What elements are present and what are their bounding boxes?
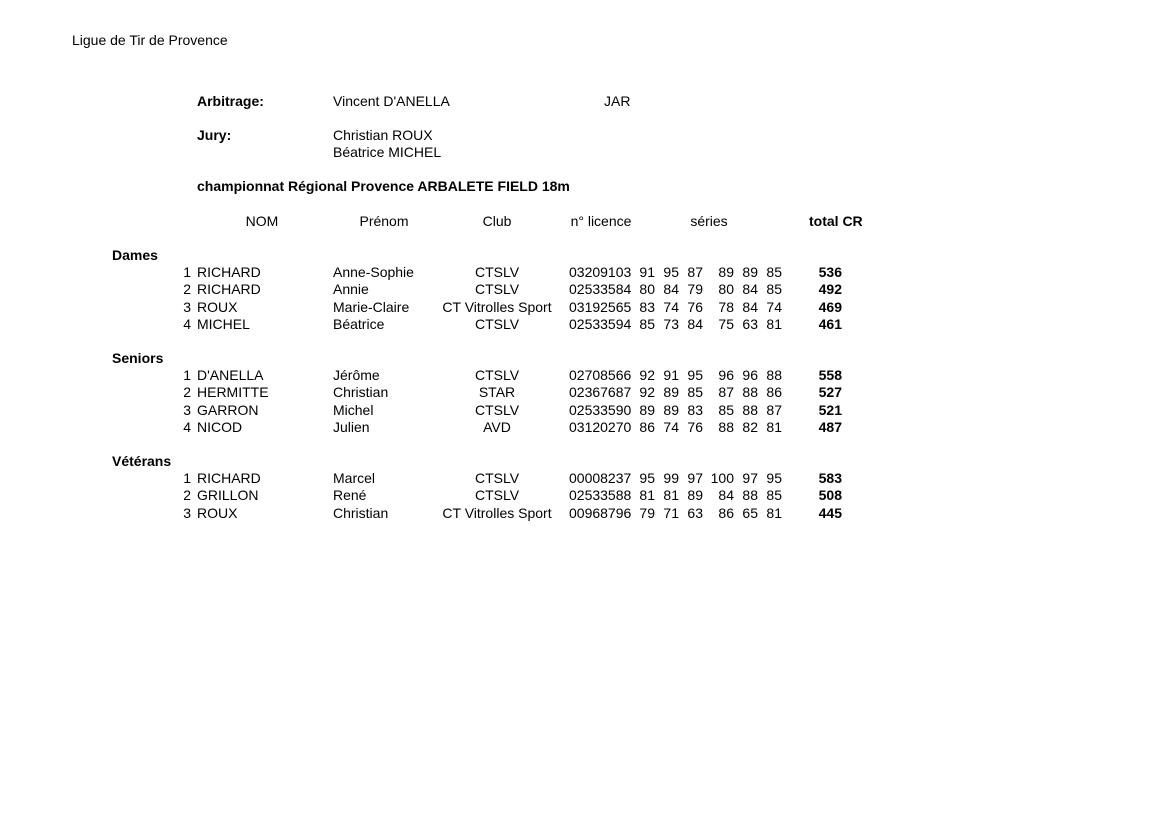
series-score-cell: 88 [718, 419, 734, 435]
club-cell: STAR [478, 384, 516, 400]
series-score-cell: 76 [687, 419, 703, 435]
total-cell: 521 [818, 402, 842, 418]
series-score-cell: 80 [718, 281, 734, 297]
prenom-cell: René [333, 487, 367, 503]
competition-title: championnat Régional Provence ARBALETE FIELD 18m [197, 178, 570, 194]
series-score-cell: 81 [663, 487, 679, 503]
rank-cell: 4 [183, 316, 191, 332]
series-score-cell: 81 [766, 316, 782, 332]
prenom-cell: Annie [333, 281, 369, 297]
rank-cell: 3 [183, 402, 191, 418]
series-score-cell: 84 [742, 281, 758, 297]
licence-cell: 02708566 [569, 367, 632, 383]
series-score-cell: 95 [639, 470, 655, 486]
series-score-cell: 88 [742, 384, 758, 400]
col-header-series: séries [690, 213, 728, 229]
licence-cell: 02533588 [569, 487, 632, 503]
series-score-cell: 85 [687, 384, 703, 400]
series-score-cell: 65 [742, 505, 758, 521]
series-score-cell: 81 [766, 419, 782, 435]
series-score-cell: 92 [639, 384, 655, 400]
total-cell: 527 [818, 384, 842, 400]
series-score-cell: 84 [663, 281, 679, 297]
series-score-cell: 95 [766, 470, 782, 486]
org-header: Ligue de Tir de Provence [72, 32, 228, 48]
total-cell: 492 [818, 281, 842, 297]
licence-cell: 02533590 [569, 402, 632, 418]
club-cell: CT Vitrolles Sport [442, 299, 552, 315]
arbitrage-name: Vincent D'ANELLA [333, 93, 450, 109]
total-cell: 508 [818, 487, 842, 503]
series-score-cell: 85 [766, 264, 782, 280]
series-score-cell: 88 [742, 402, 758, 418]
licence-cell: 00008237 [569, 470, 632, 486]
category-title: Seniors [112, 350, 164, 366]
series-score-cell: 85 [718, 402, 734, 418]
series-score-cell: 85 [766, 281, 782, 297]
jury-member: Christian ROUX [333, 127, 433, 143]
series-score-cell: 86 [766, 384, 782, 400]
series-score-cell: 92 [639, 367, 655, 383]
series-score-cell: 95 [687, 367, 703, 383]
series-score-cell: 96 [742, 367, 758, 383]
rank-cell: 2 [183, 281, 191, 297]
total-cell: 461 [818, 316, 842, 332]
nom-cell: HERMITTE [197, 384, 269, 400]
series-score-cell: 79 [639, 505, 655, 521]
series-score-cell: 99 [663, 470, 679, 486]
nom-cell: RICHARD [197, 281, 261, 297]
club-cell: CTSLV [474, 367, 520, 383]
series-score-cell: 89 [639, 402, 655, 418]
nom-cell: RICHARD [197, 470, 261, 486]
category-title: Dames [112, 247, 158, 263]
nom-cell: ROUX [197, 505, 238, 521]
club-cell: AVD [483, 419, 511, 435]
col-header-prenom: Prénom [359, 213, 409, 229]
rank-cell: 3 [183, 299, 191, 315]
series-score-cell: 87 [687, 264, 703, 280]
nom-cell: MICHEL [197, 316, 250, 332]
series-score-cell: 97 [742, 470, 758, 486]
arbitrage-label: Arbitrage: [197, 93, 264, 109]
col-header-nom: NOM [245, 213, 279, 229]
arbitrage-role: JAR [604, 93, 631, 109]
jury-member: Béatrice MICHEL [333, 144, 442, 160]
nom-cell: RICHARD [197, 264, 261, 280]
jury-label: Jury: [197, 127, 232, 143]
series-score-cell: 89 [663, 384, 679, 400]
total-cell: 558 [818, 367, 842, 383]
series-score-cell: 96 [718, 367, 734, 383]
club-cell: CTSLV [474, 487, 520, 503]
series-score-cell: 91 [639, 264, 655, 280]
series-score-cell: 63 [687, 505, 703, 521]
col-header-licence: n° licence [570, 213, 632, 229]
prenom-cell: Anne-Sophie [333, 264, 414, 280]
col-header-total: total CR [809, 213, 863, 229]
licence-cell: 02533594 [569, 316, 632, 332]
series-score-cell: 87 [766, 402, 782, 418]
series-score-cell: 89 [663, 402, 679, 418]
series-score-cell: 91 [663, 367, 679, 383]
nom-cell: ROUX [197, 299, 238, 315]
club-cell: CTSLV [474, 316, 520, 332]
series-score-cell: 86 [718, 505, 734, 521]
total-cell: 445 [818, 505, 842, 521]
series-score-cell: 87 [718, 384, 734, 400]
series-score-cell: 97 [687, 470, 703, 486]
series-score-cell: 81 [766, 505, 782, 521]
series-score-cell: 73 [663, 316, 679, 332]
nom-cell: NICOD [197, 419, 243, 435]
prenom-cell: Marcel [333, 470, 376, 486]
prenom-cell: Béatrice [333, 316, 385, 332]
licence-cell: 02533584 [569, 281, 632, 297]
series-score-cell: 78 [718, 299, 734, 315]
series-score-cell: 85 [766, 487, 782, 503]
nom-cell: GARRON [197, 402, 259, 418]
series-score-cell: 89 [742, 264, 758, 280]
nom-cell: D'ANELLA [197, 367, 264, 383]
prenom-cell: Christian [333, 384, 389, 400]
total-cell: 487 [818, 419, 842, 435]
series-score-cell: 74 [766, 299, 782, 315]
nom-cell: GRILLON [197, 487, 259, 503]
prenom-cell: Julien [333, 419, 370, 435]
rank-cell: 1 [183, 264, 191, 280]
rank-cell: 1 [183, 470, 191, 486]
prenom-cell: Michel [333, 402, 374, 418]
series-score-cell: 74 [663, 299, 679, 315]
total-cell: 536 [818, 264, 842, 280]
series-score-cell: 88 [766, 367, 782, 383]
licence-cell: 03120270 [569, 419, 632, 435]
series-score-cell: 75 [718, 316, 734, 332]
prenom-cell: Jérôme [333, 367, 380, 383]
series-score-cell: 74 [663, 419, 679, 435]
club-cell: CTSLV [474, 264, 520, 280]
licence-cell: 03209103 [569, 264, 632, 280]
series-score-cell: 81 [639, 487, 655, 503]
series-score-cell: 86 [639, 419, 655, 435]
series-score-cell: 63 [742, 316, 758, 332]
rank-cell: 3 [183, 505, 191, 521]
series-score-cell: 84 [742, 299, 758, 315]
series-score-cell: 88 [742, 487, 758, 503]
series-score-cell: 82 [742, 419, 758, 435]
club-cell: CTSLV [474, 470, 520, 486]
total-cell: 583 [818, 470, 842, 486]
rank-cell: 2 [183, 487, 191, 503]
category-title: Vétérans [112, 453, 172, 469]
rank-cell: 4 [183, 419, 191, 435]
total-cell: 469 [818, 299, 842, 315]
series-score-cell: 85 [639, 316, 655, 332]
rank-cell: 2 [183, 384, 191, 400]
series-score-cell: 95 [663, 264, 679, 280]
series-score-cell: 89 [718, 264, 734, 280]
series-score-cell: 100 [710, 470, 734, 486]
series-score-cell: 84 [687, 316, 703, 332]
prenom-cell: Christian [333, 505, 389, 521]
club-cell: CT Vitrolles Sport [442, 505, 552, 521]
series-score-cell: 79 [687, 281, 703, 297]
licence-cell: 02367687 [569, 384, 632, 400]
series-score-cell: 83 [639, 299, 655, 315]
club-cell: CTSLV [474, 402, 520, 418]
licence-cell: 03192565 [569, 299, 632, 315]
series-score-cell: 89 [687, 487, 703, 503]
series-score-cell: 71 [663, 505, 679, 521]
series-score-cell: 83 [687, 402, 703, 418]
col-header-club: Club [482, 213, 512, 229]
club-cell: CTSLV [474, 281, 520, 297]
series-score-cell: 76 [687, 299, 703, 315]
prenom-cell: Marie-Claire [333, 299, 410, 315]
licence-cell: 00968796 [569, 505, 632, 521]
rank-cell: 1 [183, 367, 191, 383]
series-score-cell: 84 [718, 487, 734, 503]
series-score-cell: 80 [639, 281, 655, 297]
